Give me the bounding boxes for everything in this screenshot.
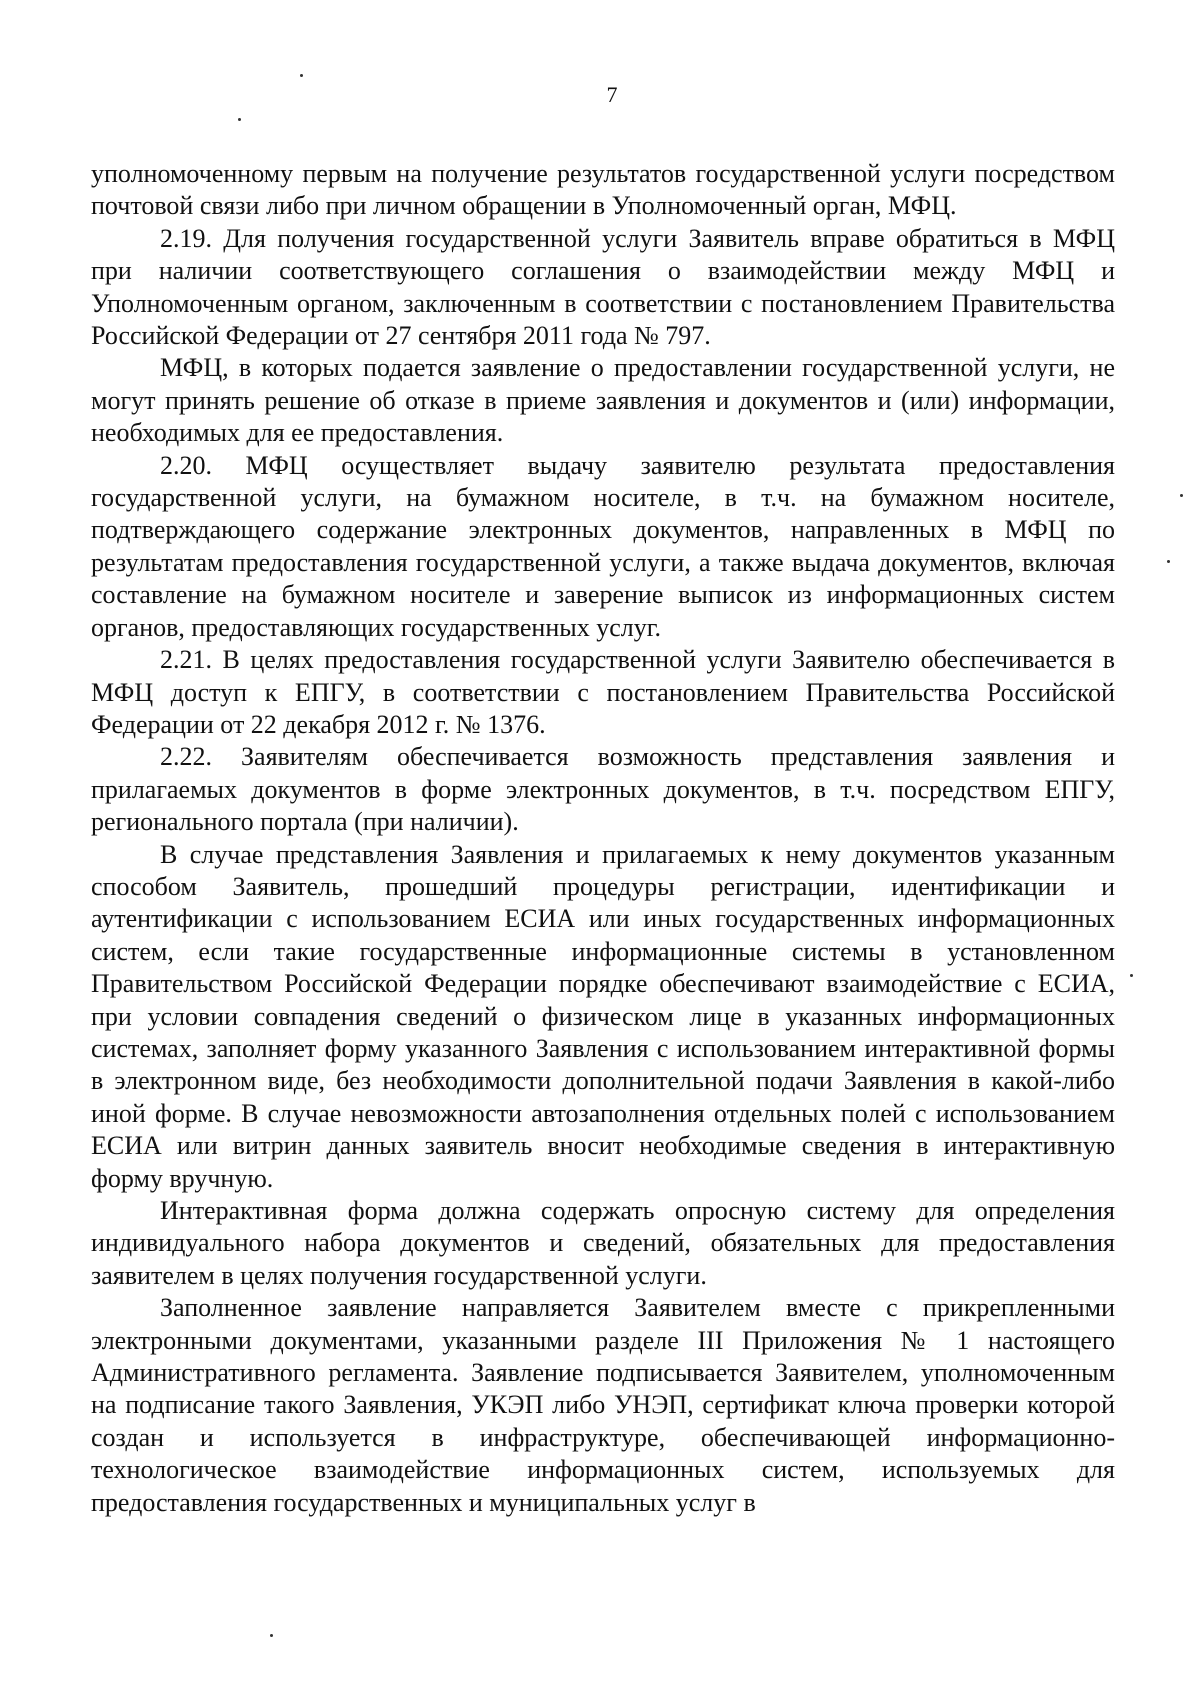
scan-speck [300, 74, 303, 77]
scan-speck [1180, 494, 1183, 497]
document-body [91, 158, 1115, 1519]
paragraph: МФЦ, в которых подается заявление о предоставлении государственной услуги, не могут принять решение об отказе в приеме заявления и документов и (или) информации, необходимых для ее предоставления. [91, 353, 1115, 448]
paragraph-2-22: 2.22. Заявителям обеспечивается возможность представления заявления и прилагаемых документов в форме электронных документов, в т.ч. посредством ЕПГУ, регионального портала (при наличии). [91, 742, 1115, 837]
paragraph: уполномоченному первым на получение результатов государственной услуги посредством почтовой связи либо при личном обращении в Уполномоченный орган, МФЦ. [91, 159, 1115, 221]
paragraph-2-20: 2.20. МФЦ осуществляет выдачу заявителю результата предоставления государственной услуги, на бумажном носителе, в т.ч. на бумажном носителе, подтверждающего содержание электронных документов, направленных в МФЦ по результатам предоставления государственной услуги, а также выдача документов, включая составление на бумажном носителе и заверение выписок из информационных систем органов, предоставляющих государственных услуг. [91, 450, 1115, 642]
paragraph-2-21: 2.21. В целях предоставления государственной услуги Заявителю обеспечивается в МФЦ доступ к ЕПГУ, в соответствии с постановлением Правительства Российской Федерации от 22 декабря 2012 г. № 1376. [91, 645, 1115, 739]
paragraph-2-19: 2.19. Для получения государственной услуги Заявитель вправе обратиться в МФЦ при наличии соответствующего соглашения о взаимодействии между МФЦ и Уполномоченным органом, заключенным в соответствии с постановлением Правительства Российской Федерации от 27 сентября 2011 года № 797. [91, 223, 1115, 351]
scan-speck [238, 118, 241, 121]
paragraph: Интерактивная форма должна содержать опросную систему для определения индивидуального набора документов и сведений, обязательных для предоставления заявителем в целях получения государственной услуги. [91, 1196, 1115, 1290]
scan-speck [1130, 974, 1133, 977]
paragraph: Заполненное заявление направляется Заявителем вместе с прикрепленными электронными документами, указанными разделе III Приложения № 1 настоящего Административного регламента. Заявление подписывается Заявителем, уполномоченным на подписание такого Заявления, УКЭП либо УНЭП, сертификат ключа проверки которой создан и используется в инфраструктуре, обеспечивающей информационно-технологическое взаимодействие информационных систем, используемых для предоставления государственных и муниципальных услуг в [91, 1293, 1115, 1517]
page-number: 7 [606, 82, 618, 107]
scan-speck [270, 1634, 273, 1637]
scan-speck [1167, 560, 1170, 563]
paragraph: В случае представления Заявления и прилагаемых к нему документов указанным способом Заявитель, прошедший процедуры регистрации, идентификации и аутентификации с использованием ЕСИА или иных государственных информационных систем, если такие государственные информационные системы в установленном Правительством Российской Федерации порядке обеспечивают взаимодействие с ЕСИА, при условии совпадения сведений о физическом лице в указанных информационных системах, заполняет форму указанного Заявления с использованием интерактивной формы в электронном виде, без необходимости дополнительной подачи Заявления в какой-либо иной форме. В случае невозможности автозаполнения отдельных полей с использованием ЕСИА или витрин данных заявитель вносит необходимые сведения в интерактивную форму вручную. [91, 839, 1115, 1193]
